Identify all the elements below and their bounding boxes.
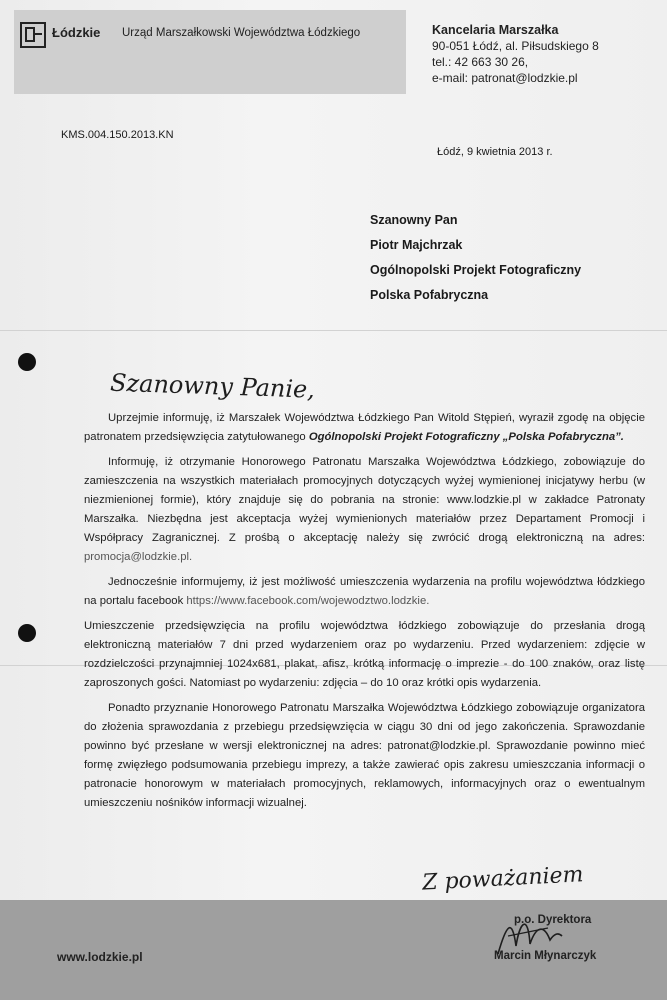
handwritten-greeting: [108, 368, 358, 408]
handwritten-closing: [420, 850, 650, 900]
lodzkie-logo-icon: [20, 22, 46, 48]
paragraph-2-text: Informuję, iż otrzymanie Honorowego Patronatu Marszałka Województwa Łódzkiego, zobowiązuje do zamieszczenia na wszystkich materiałach promocyjnych dotyczących wyżej wymienionej inicjatywy herbu (w niezmienionej formie), który znajduje się do pobrania na stronie: www.lodzkie.pl w zakładce Patronaty Marszałka. Niezbędna jest akceptacja wyżej wymienionych materiałów przez Departament Promocji i Współpracy Zagranicznej. Z prośbą o akceptację należy się zwrócić drogą elektroniczną na adres:: [84, 456, 645, 544]
signature-role: p.o. Dyrektora: [514, 914, 592, 926]
signature-name: Marcin Młynarczyk: [494, 950, 597, 962]
addressee-line: Piotr Majchrzak: [370, 238, 463, 252]
addressee-line: Polska Pofabryczna: [370, 288, 489, 302]
addressee-line: Ogólnopolski Projekt Fotograficzny: [370, 263, 582, 277]
addressee-line: Szanowny Pan: [370, 213, 458, 227]
paragraph-3-text: Jednocześnie informujemy, iż jest możliwość umieszczenia wydarzenia na profilu województwa łódzkiego na portalu facebook: [84, 576, 645, 607]
project-name: Ogólnopolski Projekt Fotograficzny „Polska Pofabryczna”.: [308, 431, 624, 443]
letterhead-band: [14, 10, 406, 94]
promotion-email: promocja@lodzkie.pl.: [84, 551, 193, 563]
paragraph-4: Umieszczenie przedsięwzięcia na profilu województwa łódzkiego zobowiązuje do przesłania drogą elektroniczną materiałów 7 dni przed wydarzeniem oraz po wydarzeniu. Przed wydarzeniem: zdjęcie w rozdzielczości przynajmniej 1024x681, plakat, afisz, krótką informację o imprezie - do 100 znaków, oraz listę zaproszonych gości. Natomiast po wydarzeniu: zdjęcia – do 10 oraz krótki opis wydarzenia.: [84, 620, 645, 689]
addressee-block: [370, 208, 581, 308]
office-name: Urząd Marszałkowski Województwa Łódzkiego: [122, 27, 361, 39]
facebook-url: https://www.facebook.com/wojewodztwo.lodzkie.: [186, 595, 430, 607]
logo-text: Łódzkie: [52, 25, 101, 40]
punch-hole: [18, 353, 36, 371]
paragraph-2: [84, 453, 645, 567]
paragraph-3: [84, 573, 645, 611]
chancellery-title: Kancelaria Marszałka: [432, 23, 559, 37]
chancellery-phone: tel.: 42 663 30 26,: [432, 55, 529, 69]
footer-website: www.lodzkie.pl: [57, 950, 143, 964]
paper-fold: [0, 330, 667, 331]
chancellery-email: e-mail: patronat@lodzkie.pl: [432, 71, 578, 85]
paragraph-1-text: Uprzejmie informuję, iż Marszałek Województwa Łódzkiego Pan Witold Stępień, wyraził zgodę na objęcie patronatem przedsięwzięcia zatytułowanego: [84, 412, 645, 443]
greeting-text: Szanowny Panie,: [109, 368, 316, 404]
paragraph-1: [84, 409, 645, 447]
letter-body: [84, 409, 645, 819]
chancellery-address: 90-051 Łódź, al. Piłsudskiego 8: [432, 39, 599, 53]
reference-number: KMS.004.150.2013.KN: [61, 129, 174, 141]
punch-hole: [18, 624, 36, 642]
letter-date: Łódź, 9 kwietnia 2013 r.: [437, 146, 553, 158]
closing-text: Z poważaniem: [421, 862, 585, 896]
paragraph-5: Ponadto przyznanie Honorowego Patronatu Marszałka Województwa Łódzkiego zobowiązuje organizatora do złożenia sprawozdania z przebiegu przedsięwzięcia w ciągu 30 dni od jego zakończenia. Sprawozdanie powinno być przesłane w wersji elektronicznej na adres: patronat@lodzkie.pl. Sprawozdanie powinno mieć formę zwięzłego podsumowania przebiegu imprezy, a także zawierać opis zakresu umieszczania informacji o patronacie honorowym w materiałach promocyjnych, reklamowych, informacyjnych oraz o ewentualnym umieszczeniu nośników informacji wizualnej.: [84, 702, 645, 809]
chancellery-block: [432, 22, 599, 86]
